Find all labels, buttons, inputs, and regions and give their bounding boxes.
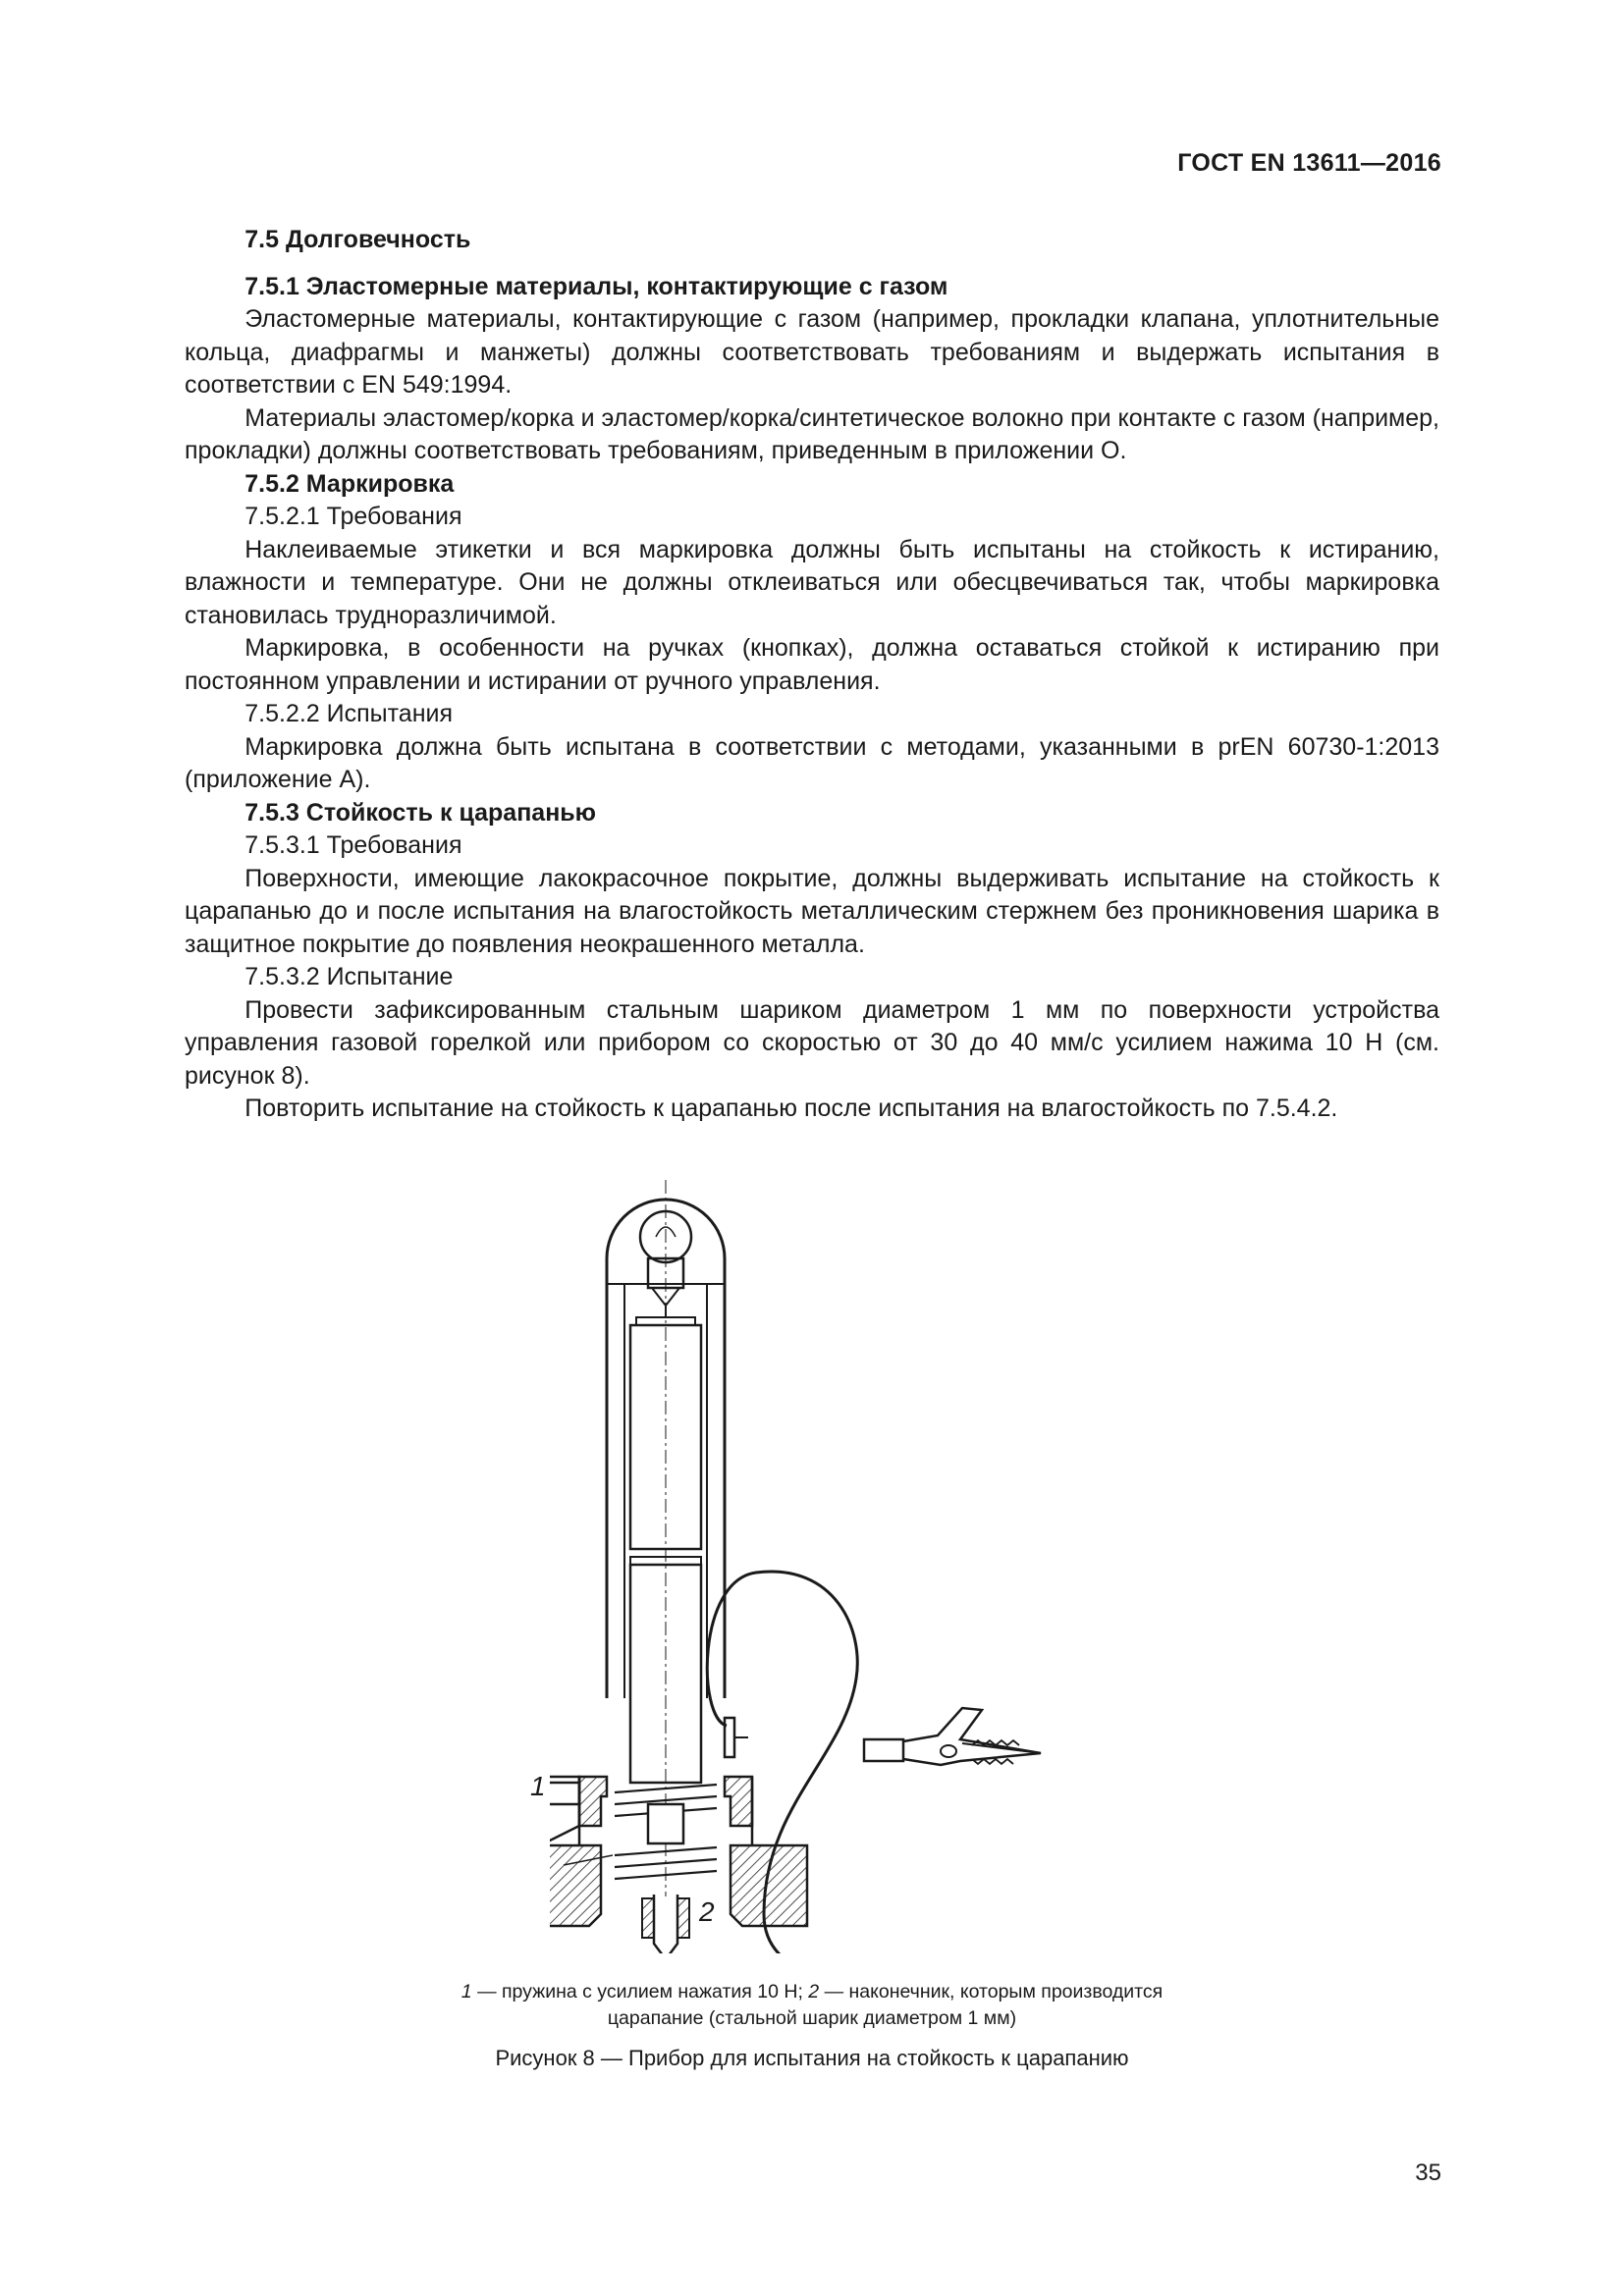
base-left xyxy=(579,1777,607,1826)
document-header: ГОСТ EN 13611—2016 xyxy=(1177,149,1441,177)
section-7-5-1-paragraph-2: Материалы эластомер/корка и эластомер/корка/синтетическое волокно при контакте с газом (например, прокладки) должны соответствовать требованиям, приведенным в приложении О. xyxy=(185,403,1439,464)
legend-item-2-text: — наконечник, которым производится xyxy=(819,1981,1164,2002)
legend-item-2-number: 2 xyxy=(808,1981,820,2002)
alligator-clip-drawing xyxy=(844,1659,1060,1777)
alligator-clip xyxy=(903,1708,1041,1765)
section-7-5-2-title: 7.5.2 Маркировка xyxy=(244,469,455,498)
base-block-right xyxy=(731,1845,807,1926)
document-body xyxy=(185,224,1439,1126)
base-block-left xyxy=(550,1845,601,1926)
section-7-5-title: 7.5 Долговечность xyxy=(244,226,471,253)
legend-line-1 xyxy=(295,1979,1329,2005)
scratch-tester-drawing xyxy=(550,1168,1060,1953)
section-7-5-3-1-paragraph-1: Поверхности, имеющие лакокрасочное покрытие, должны выдерживать испытание на стойкость к царапанью до и после испытания на влагостойкость металлическим стержнем без проникновения шарика в защитное покрытие до появления неокрашенного металла. xyxy=(185,864,1439,958)
legend-item-1-number: 1 xyxy=(460,1981,472,2002)
section-7-5-2-2-title: 7.5.2.2 Испытания xyxy=(244,700,454,727)
figure-8-scratch-tester xyxy=(530,1168,1060,1953)
scratch-tip xyxy=(654,1895,677,1953)
page-number: 35 xyxy=(1415,2160,1441,2186)
figure-caption: Рисунок 8 — Прибор для испытания на стойкость к царапанию xyxy=(495,2046,1129,2070)
section-7-5-3-2-title: 7.5.3.2 Испытание xyxy=(244,963,454,990)
section-7-5-2-1-title: 7.5.2.1 Требования xyxy=(244,503,462,530)
section-7-5-2-1-paragraph-2: Маркировка, в особенности на ручках (кнопках), должна оставаться стойкой к истиранию при постоянном управлении и истирании от ручного управления. xyxy=(185,634,1439,695)
side-screw xyxy=(550,1783,579,1804)
figure-label-2: 2 xyxy=(699,1896,715,1927)
figure-legend xyxy=(295,1979,1329,2032)
clip-connector xyxy=(864,1739,903,1761)
section-7-5-3-2-paragraph-1: Провести зафиксированным стальным шариком диаметром 1 мм по поверхности устройства управления газовой горелкой или прибором со скоростью от 30 до 40 мм/с усилием нажима 10 Н (см. рисунок 8). xyxy=(185,995,1439,1090)
section-7-5-3-title: 7.5.3 Стойкость к царапанью xyxy=(244,798,597,827)
section-7-5-1-paragraph-1: Эластомерные материалы, контактирующие с газом (например, прокладки клапана, уплотнительные кольца, диафрагмы и манжеты) должны соответствовать требованиям и выдержать испытания в соответствии с EN 549:1994. xyxy=(185,305,1439,399)
section-7-5-3-2-paragraph-2: Повторить испытание на стойкость к царапанью после испытания на влагостойкость по 7.5.4.2. xyxy=(244,1095,1338,1122)
figure-label-1: 1 xyxy=(530,1771,546,1801)
section-7-5-2-2-paragraph-1: Маркировка должна быть испытана в соответствии с методами, указанными в prEN 60730-1:2013 (приложение А). xyxy=(185,732,1439,793)
section-7-5-3-1-title: 7.5.3.1 Требования xyxy=(244,831,462,859)
section-7-5-1-title: 7.5.1 Эластомерные материалы, контактирующие с газом xyxy=(244,272,948,300)
base-right xyxy=(725,1777,752,1826)
legend-line-2: царапание (стальной шарик диаметром 1 мм) xyxy=(607,2007,1017,2029)
section-7-5-2-1-paragraph-1: Наклеиваемые этикетки и вся маркировка должны быть испытаны на стойкость к истиранию, влажности и температуре. Они не должны отклеиваться или обесцвечиваться так, чтобы маркировка становилась трудноразличимой. xyxy=(185,535,1439,629)
legend-item-1-text: — пружина с усилием нажатия 10 Н; xyxy=(471,1981,809,2002)
